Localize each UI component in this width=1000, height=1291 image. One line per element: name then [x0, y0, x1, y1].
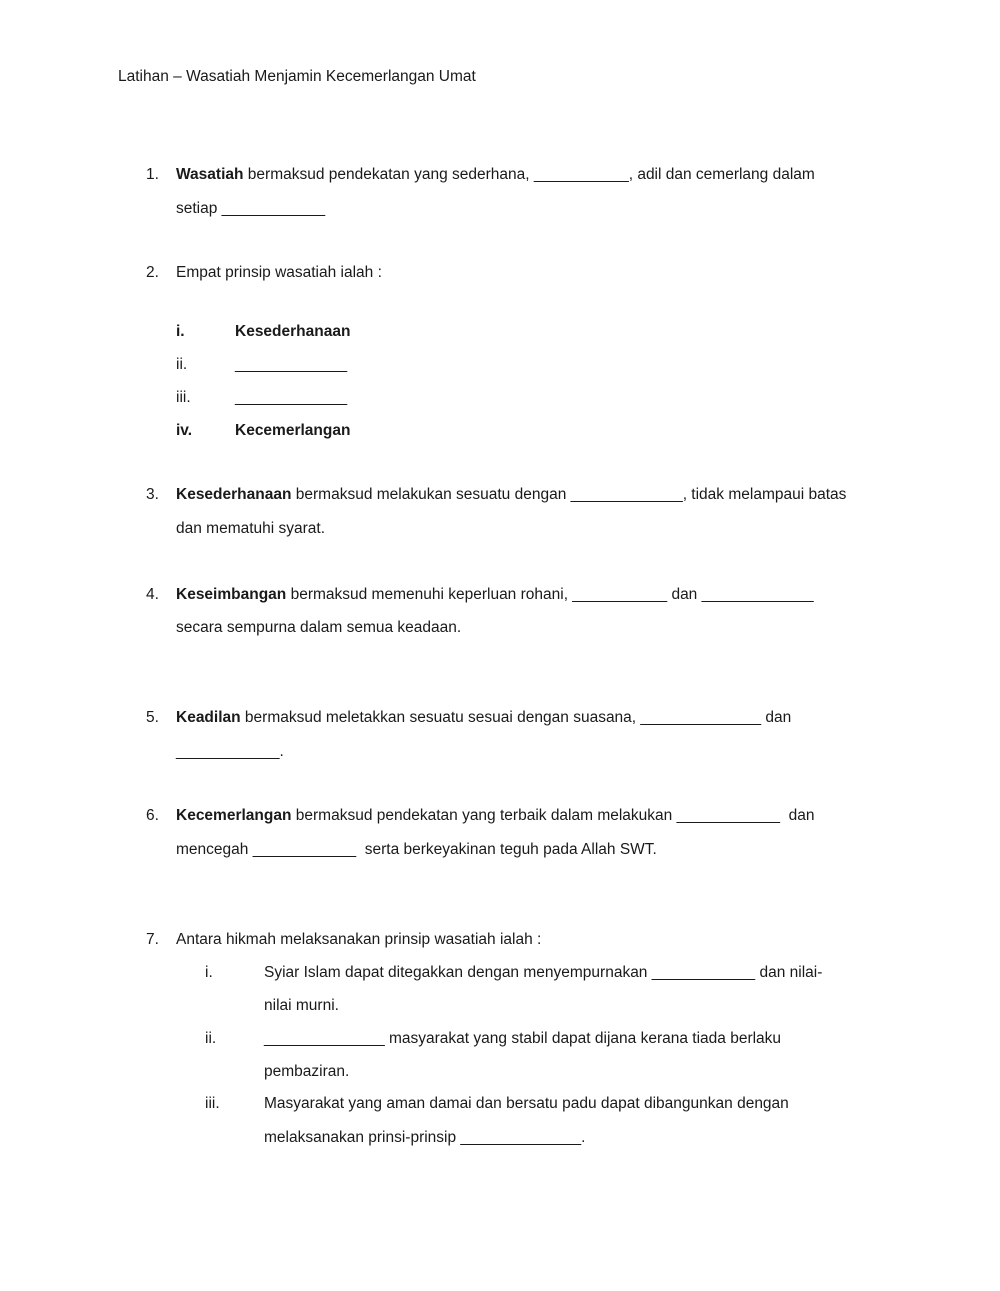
hikmah-2-line-2: pembaziran.	[264, 1063, 350, 1080]
question-6-text-a: bermaksud pendekatan yang terbaik dalam melakukan ____________ dan	[291, 807, 815, 824]
question-2-text: Empat prinsip wasatiah ialah :	[176, 264, 382, 281]
question-4-term: Keseimbangan	[176, 586, 287, 603]
hikmah-3-roman: iii.	[205, 1095, 220, 1112]
hikmah-1-roman: i.	[205, 964, 213, 981]
principle-4-roman: iv.	[176, 422, 193, 439]
question-5-term: Keadilan	[176, 709, 241, 726]
question-3-line-2: dan mematuhi syarat.	[176, 520, 326, 537]
question-1-line-2: setiap ____________	[176, 200, 326, 217]
question-6-line-1	[176, 806, 815, 826]
question-5-line-2: ____________.	[176, 743, 284, 760]
principle-1-label: Kesederhanaan	[235, 323, 351, 340]
question-6-line-2: mencegah ____________ serta berkeyakinan teguh pada Allah SWT.	[176, 841, 657, 858]
question-5-number: 5.	[146, 709, 159, 726]
hikmah-1-line-1: Syiar Islam dapat ditegakkan dengan menyempurnakan ____________ dan nilai-	[264, 964, 823, 981]
question-6-term: Kecemerlangan	[176, 807, 292, 824]
question-5-text-a: bermaksud meletakkan sesuatu sesuai dengan suasana, ______________ dan	[240, 709, 792, 726]
question-1-term: Wasatiah	[176, 166, 244, 183]
hikmah-3-line-2: melaksanakan prinsi-prinsip ______________.	[264, 1129, 586, 1146]
hikmah-3-line-1: Masyarakat yang aman damai dan bersatu padu dapat dibangunkan dengan	[264, 1095, 789, 1112]
question-1-text-a: bermaksud pendekatan yang sederhana, ___________, adil dan cemerlang dalam	[243, 166, 815, 183]
question-3-text-a: bermaksud melakukan sesuatu dengan _____________, tidak melampaui batas	[291, 486, 847, 503]
question-5-line-1	[176, 708, 791, 728]
question-1-line-1	[176, 165, 815, 185]
page-title: Latihan – Wasatiah Menjamin Kecemerlangan Umat	[118, 68, 476, 85]
question-1-number: 1.	[146, 166, 159, 183]
hikmah-2-line-1: ______________ masyarakat yang stabil dapat dijana kerana tiada berlaku	[264, 1030, 782, 1047]
principle-2-blank: _____________	[235, 356, 348, 373]
question-6-number: 6.	[146, 807, 159, 824]
question-4-line-1	[176, 585, 814, 605]
principle-4-label: Kecemerlangan	[235, 422, 351, 439]
question-4-number: 4.	[146, 586, 159, 603]
principle-3-roman: iii.	[176, 389, 191, 406]
question-3-line-1	[176, 485, 846, 505]
hikmah-1-line-2: nilai murni.	[264, 997, 339, 1014]
question-7-text: Antara hikmah melaksanakan prinsip wasatiah ialah :	[176, 931, 542, 948]
hikmah-2-roman: ii.	[205, 1030, 217, 1047]
question-3-number: 3.	[146, 486, 159, 503]
principle-1-roman: i.	[176, 323, 185, 340]
question-2-number: 2.	[146, 264, 159, 281]
principle-3-blank: _____________	[235, 389, 348, 406]
question-4-line-2: secara sempurna dalam semua keadaan.	[176, 619, 462, 636]
question-4-text-a: bermaksud memenuhi keperluan rohani, ___________ dan _____________	[286, 586, 814, 603]
principle-2-roman: ii.	[176, 356, 188, 373]
question-3-term: Kesederhanaan	[176, 486, 292, 503]
question-7-number: 7.	[146, 931, 159, 948]
